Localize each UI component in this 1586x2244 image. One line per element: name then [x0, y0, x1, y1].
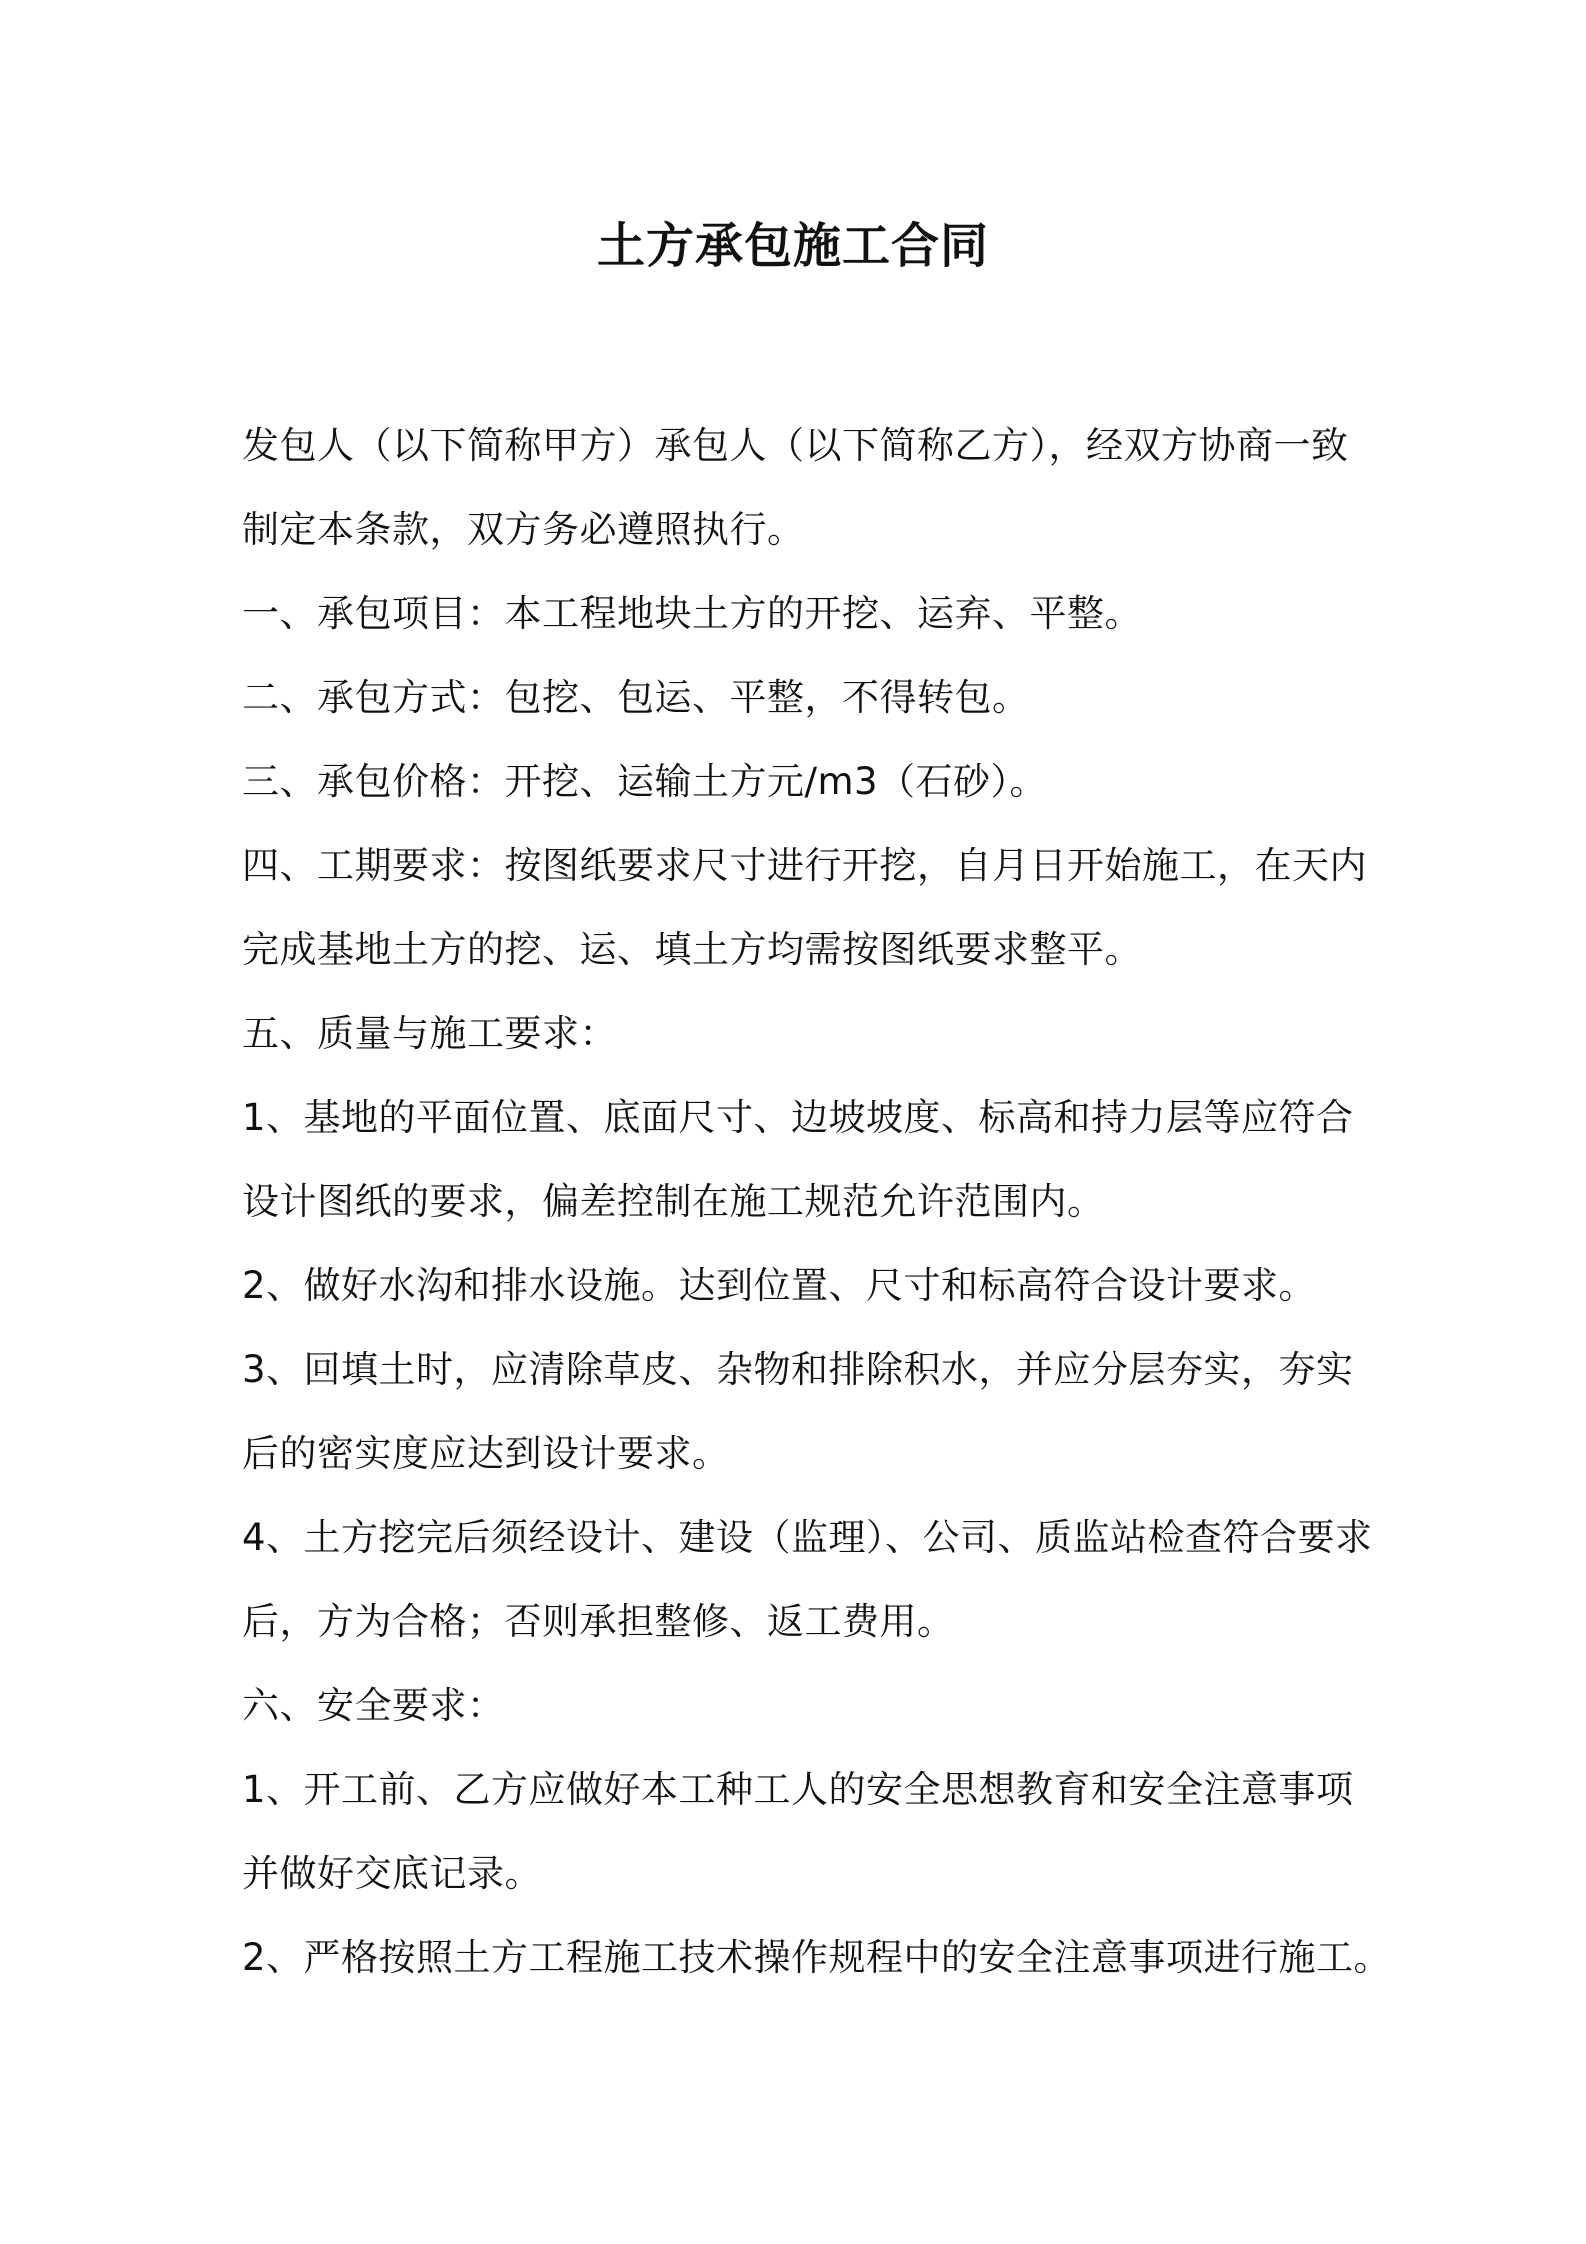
- text-line: 4、土方挖完后须经设计、建设（监理）、公司、质监站检查符合要求: [242, 1516, 1373, 1559]
- section-heading: 五、质量与施工要求：: [242, 1012, 617, 1055]
- text-line: 2、做好水沟和排水设施。达到位置、尺寸和标高符合设计要求。: [242, 1264, 1317, 1307]
- text-line: 1、开工前、乙方应做好本工种工人的安全思想教育和安全注意事项: [242, 1768, 1354, 1811]
- text-line: 一、承包项目：本工程地块土方的开挖、运弃、平整。: [242, 592, 1142, 635]
- text-line: 完成基地土方的挖、运、填土方均需按图纸要求整平。: [242, 928, 1142, 971]
- text-line: 后，方为合格；否则承担整修、返工费用。: [242, 1600, 955, 1643]
- text-line: 二、承包方式：包挖、包运、平整，不得转包。: [242, 676, 1030, 719]
- text-line: 三、承包价格：开挖、运输土方元/m3（石砂）。: [242, 760, 1048, 803]
- text-line: 并做好交底记录。: [242, 1852, 542, 1895]
- section-heading: 六、安全要求：: [242, 1684, 505, 1727]
- text-line: 后的密实度应达到设计要求。: [242, 1432, 730, 1475]
- document-body: [242, 404, 1392, 2000]
- text-line: 制定本条款，双方务必遵照执行。: [242, 508, 805, 551]
- text-line: 发包人（以下简称甲方）承包人（以下简称乙方），经双方协商一致: [242, 424, 1349, 467]
- document-title: 土方承包施工合同: [596, 218, 989, 274]
- text-line: 2、严格按照土方工程施工技术操作规程中的安全注意事项进行施工。: [242, 1936, 1392, 1979]
- text-line: 四、工期要求：按图纸要求尺寸进行开挖，自月日开始施工，在天内: [242, 844, 1367, 887]
- text-line: 设计图纸的要求，偏差控制在施工规范允许范围内。: [242, 1180, 1105, 1223]
- text-line: 1、基地的平面位置、底面尺寸、边坡坡度、标高和持力层等应符合: [242, 1096, 1354, 1139]
- text-line: 3、回填土时，应清除草皮、杂物和排除积水，并应分层夯实，夯实: [242, 1348, 1354, 1391]
